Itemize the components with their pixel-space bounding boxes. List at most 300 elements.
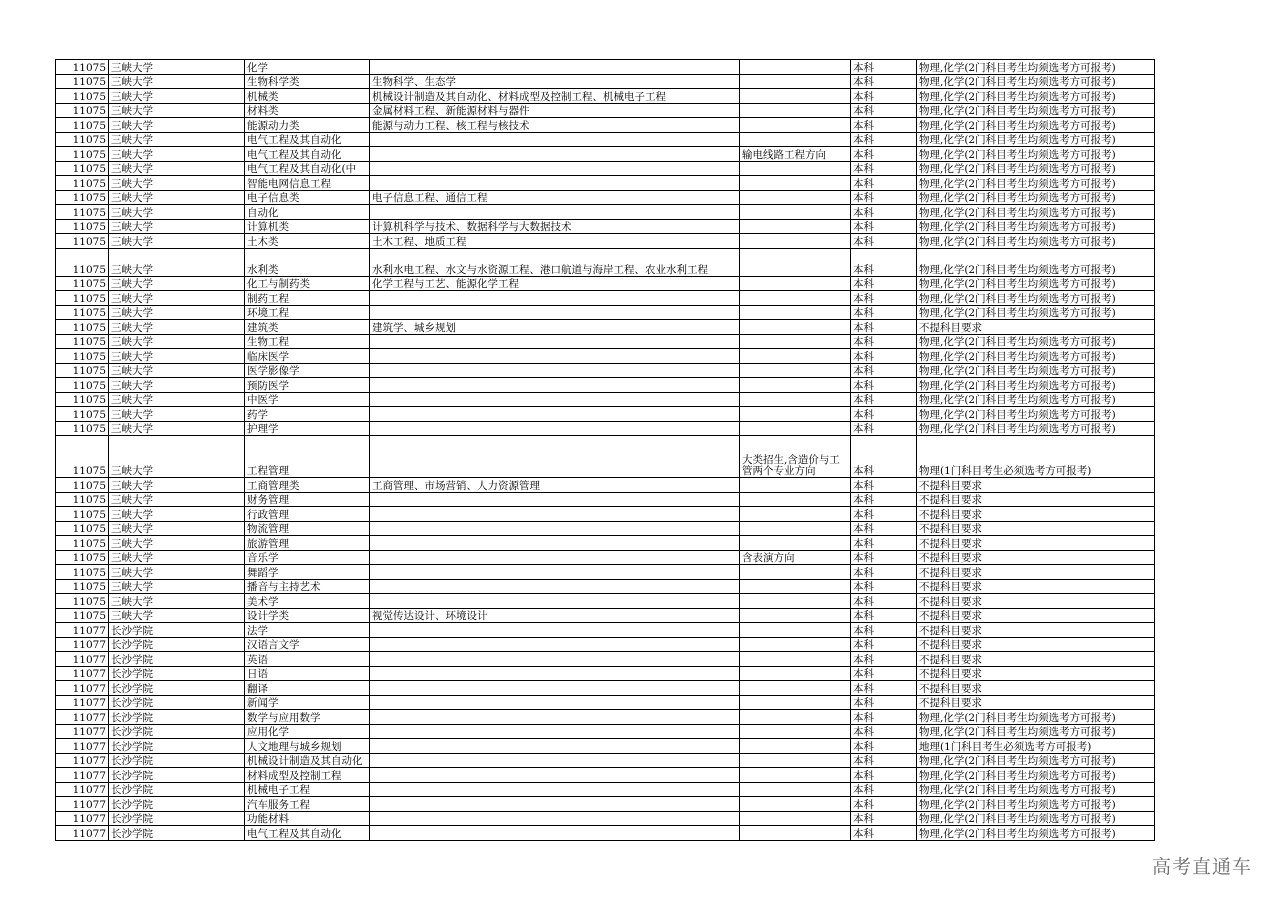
subject-requirement-cell: 物理,化学(2门科目考生均须选考方可报考) [917, 392, 1155, 407]
included-majors-cell [370, 753, 740, 768]
remark-cell [740, 492, 851, 507]
subject-requirement-cell: 物理,化学(2门科目考生均须选考方可报考) [917, 248, 1155, 276]
table-row [56, 782, 1155, 797]
remark-cell: 含表演方向 [740, 550, 851, 565]
major-cell: 播音与主持艺术 [245, 579, 370, 594]
school-code-cell: 11075 [56, 161, 109, 176]
included-majors-cell [370, 436, 740, 478]
level-cell: 本科 [851, 291, 917, 306]
table-row [56, 305, 1155, 320]
school-code-cell: 11075 [56, 147, 109, 162]
school-name-cell: 长沙学院 [109, 782, 245, 797]
level-cell: 本科 [851, 492, 917, 507]
table-row [56, 579, 1155, 594]
included-majors-cell [370, 768, 740, 783]
table-row [56, 652, 1155, 667]
school-code-cell: 11075 [56, 392, 109, 407]
major-cell: 应用化学 [245, 724, 370, 739]
table-row [56, 363, 1155, 378]
school-name-cell: 三峡大学 [109, 234, 245, 249]
school-code-cell: 11077 [56, 710, 109, 725]
included-majors-cell [370, 492, 740, 507]
subject-requirement-cell: 不提科目要求 [917, 320, 1155, 335]
remark-cell [740, 666, 851, 681]
table-row [56, 276, 1155, 291]
major-cell: 药学 [245, 407, 370, 422]
table-row [56, 724, 1155, 739]
remark-cell [740, 103, 851, 118]
subject-requirement-cell: 物理,化学(2门科目考生均须选考方可报考) [917, 219, 1155, 234]
remark-cell [740, 753, 851, 768]
included-majors-cell [370, 797, 740, 812]
school-name-cell: 三峡大学 [109, 565, 245, 580]
table-row [56, 710, 1155, 725]
subject-requirement-cell: 不提科目要求 [917, 652, 1155, 667]
table-row [56, 118, 1155, 133]
table-row [56, 320, 1155, 335]
remark-cell [740, 291, 851, 306]
remark-cell [740, 710, 851, 725]
subject-requirement-cell: 不提科目要求 [917, 623, 1155, 638]
level-cell: 本科 [851, 623, 917, 638]
school-code-cell: 11077 [56, 753, 109, 768]
included-majors-cell [370, 147, 740, 162]
major-cell: 机械电子工程 [245, 782, 370, 797]
table-row [56, 378, 1155, 393]
table-row [56, 248, 1155, 276]
table-row [56, 60, 1155, 75]
subject-requirement-cell: 物理,化学(2门科目考生均须选考方可报考) [917, 176, 1155, 191]
major-cell: 翻译 [245, 681, 370, 696]
table-row [56, 753, 1155, 768]
subject-requirement-cell: 不提科目要求 [917, 565, 1155, 580]
table-row [56, 797, 1155, 812]
major-cell: 计算机类 [245, 219, 370, 234]
remark-cell [740, 176, 851, 191]
major-cell: 自动化 [245, 205, 370, 220]
major-cell: 机械类 [245, 89, 370, 104]
remark-cell [740, 305, 851, 320]
level-cell: 本科 [851, 436, 917, 478]
table-row [56, 205, 1155, 220]
subject-requirement-cell: 物理,化学(2门科目考生均须选考方可报考) [917, 118, 1155, 133]
school-code-cell: 11075 [56, 60, 109, 75]
subject-requirement-cell: 物理,化学(2门科目考生均须选考方可报考) [917, 826, 1155, 841]
subject-requirement-cell: 地理(1门科目考生必须选考方可报考) [917, 739, 1155, 754]
subject-requirement-cell: 不提科目要求 [917, 594, 1155, 609]
school-code-cell: 11075 [56, 608, 109, 623]
major-cell: 功能材料 [245, 811, 370, 826]
level-cell: 本科 [851, 190, 917, 205]
school-name-cell: 长沙学院 [109, 695, 245, 710]
table-row [56, 161, 1155, 176]
level-cell: 本科 [851, 579, 917, 594]
subject-requirement-cell: 不提科目要求 [917, 608, 1155, 623]
remark-cell [740, 421, 851, 436]
level-cell: 本科 [851, 782, 917, 797]
included-majors-cell: 土木工程、地质工程 [370, 234, 740, 249]
included-majors-cell [370, 161, 740, 176]
school-name-cell: 长沙学院 [109, 652, 245, 667]
school-code-cell: 11075 [56, 118, 109, 133]
school-name-cell: 三峡大学 [109, 291, 245, 306]
table-row [56, 565, 1155, 580]
school-name-cell: 三峡大学 [109, 305, 245, 320]
level-cell: 本科 [851, 276, 917, 291]
included-majors-cell [370, 681, 740, 696]
included-majors-cell: 机械设计制造及其自动化、材料成型及控制工程、机械电子工程 [370, 89, 740, 104]
school-code-cell: 11075 [56, 594, 109, 609]
subject-requirement-cell: 不提科目要求 [917, 536, 1155, 551]
remark-cell: 大类招生,含造价与工管两个专业方向 [740, 436, 851, 478]
remark-cell [740, 219, 851, 234]
school-name-cell: 长沙学院 [109, 768, 245, 783]
school-code-cell: 11075 [56, 320, 109, 335]
school-name-cell: 三峡大学 [109, 594, 245, 609]
level-cell: 本科 [851, 421, 917, 436]
major-cell: 物流管理 [245, 521, 370, 536]
level-cell: 本科 [851, 565, 917, 580]
remark-cell [740, 190, 851, 205]
school-name-cell: 三峡大学 [109, 147, 245, 162]
level-cell: 本科 [851, 103, 917, 118]
major-cell: 医学影像学 [245, 363, 370, 378]
included-majors-cell [370, 421, 740, 436]
remark-cell [740, 768, 851, 783]
table-row [56, 521, 1155, 536]
subject-requirement-cell: 物理,化学(2门科目考生均须选考方可报考) [917, 349, 1155, 364]
subject-requirement-cell: 物理,化学(2门科目考生均须选考方可报考) [917, 190, 1155, 205]
remark-cell: 输电线路工程方向 [740, 147, 851, 162]
school-code-cell: 11077 [56, 797, 109, 812]
subject-requirement-cell: 不提科目要求 [917, 550, 1155, 565]
level-cell: 本科 [851, 320, 917, 335]
major-cell: 旅游管理 [245, 536, 370, 551]
table-row [56, 103, 1155, 118]
school-name-cell: 长沙学院 [109, 623, 245, 638]
remark-cell [740, 565, 851, 580]
school-code-cell: 11075 [56, 579, 109, 594]
school-name-cell: 长沙学院 [109, 710, 245, 725]
major-cell: 水利类 [245, 248, 370, 276]
included-majors-cell: 工商管理、市场营销、人力资源管理 [370, 478, 740, 493]
level-cell: 本科 [851, 176, 917, 191]
level-cell: 本科 [851, 695, 917, 710]
school-name-cell: 三峡大学 [109, 378, 245, 393]
school-name-cell: 三峡大学 [109, 492, 245, 507]
level-cell: 本科 [851, 161, 917, 176]
table-row [56, 407, 1155, 422]
remark-cell [740, 248, 851, 276]
school-code-cell: 11075 [56, 89, 109, 104]
level-cell: 本科 [851, 478, 917, 493]
school-code-cell: 11075 [56, 190, 109, 205]
remark-cell [740, 739, 851, 754]
school-name-cell: 三峡大学 [109, 320, 245, 335]
level-cell: 本科 [851, 89, 917, 104]
major-cell: 材料成型及控制工程 [245, 768, 370, 783]
school-code-cell: 11075 [56, 248, 109, 276]
included-majors-cell [370, 378, 740, 393]
table-row [56, 219, 1155, 234]
school-code-cell: 11077 [56, 826, 109, 841]
table-row [56, 739, 1155, 754]
school-name-cell: 长沙学院 [109, 724, 245, 739]
school-name-cell: 长沙学院 [109, 811, 245, 826]
remark-cell [740, 407, 851, 422]
subject-requirement-cell: 不提科目要求 [917, 637, 1155, 652]
level-cell: 本科 [851, 132, 917, 147]
school-name-cell: 三峡大学 [109, 190, 245, 205]
school-code-cell: 11075 [56, 176, 109, 191]
table-row [56, 826, 1155, 841]
remark-cell [740, 623, 851, 638]
level-cell: 本科 [851, 248, 917, 276]
school-code-cell: 11077 [56, 739, 109, 754]
remark-cell [740, 579, 851, 594]
table-row [56, 176, 1155, 191]
remark-cell [740, 161, 851, 176]
school-code-cell: 11075 [56, 550, 109, 565]
school-code-cell: 11075 [56, 378, 109, 393]
major-cell: 汉语言文学 [245, 637, 370, 652]
level-cell: 本科 [851, 378, 917, 393]
level-cell: 本科 [851, 147, 917, 162]
included-majors-cell: 生物科学、生态学 [370, 74, 740, 89]
school-code-cell: 11075 [56, 407, 109, 422]
included-majors-cell: 建筑学、城乡规划 [370, 320, 740, 335]
major-cell: 设计学类 [245, 608, 370, 623]
school-name-cell: 三峡大学 [109, 507, 245, 522]
remark-cell [740, 320, 851, 335]
table-row [56, 436, 1155, 478]
subject-requirement-cell: 物理,化学(2门科目考生均须选考方可报考) [917, 753, 1155, 768]
table-row [56, 550, 1155, 565]
level-cell: 本科 [851, 768, 917, 783]
school-name-cell: 长沙学院 [109, 797, 245, 812]
included-majors-cell [370, 305, 740, 320]
table-row [56, 623, 1155, 638]
school-name-cell: 三峡大学 [109, 536, 245, 551]
school-code-cell: 11075 [56, 421, 109, 436]
subject-requirement-cell: 物理,化学(2门科目考生均须选考方可报考) [917, 363, 1155, 378]
major-cell: 电气工程及其自动化 [245, 132, 370, 147]
subject-requirement-cell: 不提科目要求 [917, 681, 1155, 696]
subject-requirement-cell: 物理,化学(2门科目考生均须选考方可报考) [917, 132, 1155, 147]
included-majors-cell [370, 739, 740, 754]
remark-cell [740, 782, 851, 797]
subject-requirement-cell: 物理(1门科目考生必须选考方可报考) [917, 436, 1155, 478]
included-majors-cell [370, 334, 740, 349]
school-name-cell: 三峡大学 [109, 248, 245, 276]
subject-requirement-cell: 不提科目要求 [917, 695, 1155, 710]
included-majors-cell [370, 407, 740, 422]
subject-requirement-cell: 物理,化学(2门科目考生均须选考方可报考) [917, 74, 1155, 89]
major-cell: 财务管理 [245, 492, 370, 507]
included-majors-cell [370, 132, 740, 147]
school-name-cell: 三峡大学 [109, 579, 245, 594]
level-cell: 本科 [851, 219, 917, 234]
table-row [56, 507, 1155, 522]
major-cell: 能源动力类 [245, 118, 370, 133]
school-name-cell: 三峡大学 [109, 334, 245, 349]
included-majors-cell [370, 724, 740, 739]
school-code-cell: 11075 [56, 219, 109, 234]
included-majors-cell: 能源与动力工程、核工程与核技术 [370, 118, 740, 133]
table-row [56, 594, 1155, 609]
school-code-cell: 11075 [56, 334, 109, 349]
school-code-cell: 11077 [56, 666, 109, 681]
school-name-cell: 三峡大学 [109, 74, 245, 89]
major-cell: 日语 [245, 666, 370, 681]
subject-requirement-cell: 物理,化学(2门科目考生均须选考方可报考) [917, 205, 1155, 220]
school-name-cell: 三峡大学 [109, 363, 245, 378]
subject-requirement-cell: 物理,化学(2门科目考生均须选考方可报考) [917, 103, 1155, 118]
table-row [56, 768, 1155, 783]
school-name-cell: 三峡大学 [109, 521, 245, 536]
table-body [56, 60, 1155, 841]
table-row [56, 811, 1155, 826]
level-cell: 本科 [851, 305, 917, 320]
subject-requirement-cell: 物理,化学(2门科目考生均须选考方可报考) [917, 147, 1155, 162]
level-cell: 本科 [851, 681, 917, 696]
subject-requirement-cell: 不提科目要求 [917, 521, 1155, 536]
level-cell: 本科 [851, 118, 917, 133]
school-code-cell: 11077 [56, 724, 109, 739]
major-cell: 电气工程及其自动化 [245, 826, 370, 841]
major-cell: 预防医学 [245, 378, 370, 393]
major-cell: 音乐学 [245, 550, 370, 565]
level-cell: 本科 [851, 550, 917, 565]
included-majors-cell [370, 594, 740, 609]
school-name-cell: 三峡大学 [109, 132, 245, 147]
major-cell: 临床医学 [245, 349, 370, 364]
major-cell: 化工与制药类 [245, 276, 370, 291]
remark-cell [740, 334, 851, 349]
table-row [56, 492, 1155, 507]
school-code-cell: 11077 [56, 623, 109, 638]
level-cell: 本科 [851, 234, 917, 249]
school-name-cell: 三峡大学 [109, 60, 245, 75]
remark-cell [740, 234, 851, 249]
major-cell: 数学与应用数学 [245, 710, 370, 725]
school-code-cell: 11075 [56, 291, 109, 306]
included-majors-cell [370, 637, 740, 652]
table-row [56, 681, 1155, 696]
subject-requirement-cell: 不提科目要求 [917, 507, 1155, 522]
school-code-cell: 11075 [56, 276, 109, 291]
school-name-cell: 三峡大学 [109, 118, 245, 133]
included-majors-cell [370, 695, 740, 710]
major-cell: 环境工程 [245, 305, 370, 320]
major-cell: 汽车服务工程 [245, 797, 370, 812]
major-cell: 电气工程及其自动化(中 [245, 161, 370, 176]
level-cell: 本科 [851, 536, 917, 551]
table-row [56, 190, 1155, 205]
included-majors-cell: 视觉传达设计、环境设计 [370, 608, 740, 623]
table-row [56, 421, 1155, 436]
remark-cell [740, 89, 851, 104]
school-name-cell: 三峡大学 [109, 349, 245, 364]
subject-requirement-cell: 物理,化学(2门科目考生均须选考方可报考) [917, 710, 1155, 725]
remark-cell [740, 392, 851, 407]
major-cell: 工商管理类 [245, 478, 370, 493]
subject-requirement-cell: 物理,化学(2门科目考生均须选考方可报考) [917, 305, 1155, 320]
remark-cell [740, 608, 851, 623]
remark-cell [740, 74, 851, 89]
school-code-cell: 11075 [56, 478, 109, 493]
subject-requirement-cell: 物理,化学(2门科目考生均须选考方可报考) [917, 782, 1155, 797]
remark-cell [740, 60, 851, 75]
level-cell: 本科 [851, 811, 917, 826]
level-cell: 本科 [851, 507, 917, 522]
included-majors-cell [370, 507, 740, 522]
school-name-cell: 三峡大学 [109, 392, 245, 407]
subject-requirement-cell: 物理,化学(2门科目考生均须选考方可报考) [917, 768, 1155, 783]
school-code-cell: 11077 [56, 782, 109, 797]
subject-requirement-cell: 不提科目要求 [917, 492, 1155, 507]
subject-requirement-cell: 物理,化学(2门科目考生均须选考方可报考) [917, 378, 1155, 393]
included-majors-cell [370, 176, 740, 191]
remark-cell [740, 695, 851, 710]
school-code-cell: 11075 [56, 507, 109, 522]
remark-cell [740, 826, 851, 841]
remark-cell [740, 681, 851, 696]
level-cell: 本科 [851, 349, 917, 364]
school-code-cell: 11075 [56, 492, 109, 507]
table-row [56, 608, 1155, 623]
level-cell: 本科 [851, 594, 917, 609]
school-name-cell: 三峡大学 [109, 550, 245, 565]
included-majors-cell: 计算机科学与技术、数据科学与大数据技术 [370, 219, 740, 234]
included-majors-cell [370, 392, 740, 407]
school-name-cell: 长沙学院 [109, 637, 245, 652]
school-name-cell: 三峡大学 [109, 276, 245, 291]
school-code-cell: 11075 [56, 234, 109, 249]
remark-cell [740, 797, 851, 812]
subject-requirement-cell: 物理,化学(2门科目考生均须选考方可报考) [917, 421, 1155, 436]
remark-cell [740, 205, 851, 220]
watermark: 高考直通车 [1151, 856, 1252, 878]
included-majors-cell: 金属材料工程、新能源材料与器件 [370, 103, 740, 118]
school-name-cell: 长沙学院 [109, 681, 245, 696]
school-name-cell: 三峡大学 [109, 407, 245, 422]
major-cell: 电气工程及其自动化 [245, 147, 370, 162]
major-cell: 美术学 [245, 594, 370, 609]
major-cell: 制药工程 [245, 291, 370, 306]
school-code-cell: 11075 [56, 132, 109, 147]
level-cell: 本科 [851, 652, 917, 667]
remark-cell [740, 363, 851, 378]
school-name-cell: 三峡大学 [109, 176, 245, 191]
included-majors-cell [370, 710, 740, 725]
school-code-cell: 11075 [56, 436, 109, 478]
major-cell: 新闻学 [245, 695, 370, 710]
table-row [56, 74, 1155, 89]
school-name-cell: 三峡大学 [109, 478, 245, 493]
included-majors-cell [370, 291, 740, 306]
major-cell: 智能电网信息工程 [245, 176, 370, 191]
major-cell: 土木类 [245, 234, 370, 249]
school-name-cell: 三峡大学 [109, 89, 245, 104]
major-cell: 法学 [245, 623, 370, 638]
included-majors-cell: 水利水电工程、水文与水资源工程、港口航道与海岸工程、农业水利工程 [370, 248, 740, 276]
subject-requirement-cell: 物理,化学(2门科目考生均须选考方可报考) [917, 334, 1155, 349]
remark-cell [740, 594, 851, 609]
remark-cell [740, 652, 851, 667]
included-majors-cell [370, 782, 740, 797]
table-row [56, 349, 1155, 364]
